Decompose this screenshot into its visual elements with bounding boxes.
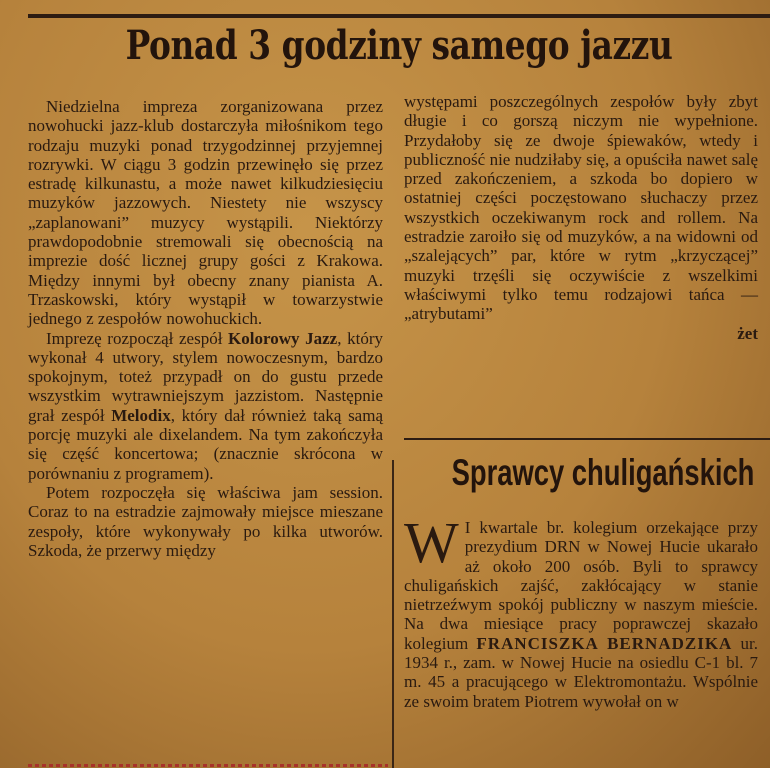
paragraph-2-text-b: , który wykonał 4 utwory, stylem nowoczesnym, bardzo spokojnym, toteż przypadł on do gustu przede wszystkim wytrawniejszym jazzistom. Następnie grał zespół bbox=[28, 328, 383, 425]
band-name-kolorowy-jazz: Kolorowy Jazz bbox=[228, 328, 338, 348]
second-article-text-b: ur. 1934 r., zam. w Nowej Hucie na osiedlu C-1 bl. 7 m. 45 a pracującego w Elektromontażu. Wspólnie ze swoim bratem Piotrem wywołał on w bbox=[404, 633, 758, 711]
bleed-through-text bbox=[560, 0, 760, 14]
author-signature: żet bbox=[737, 323, 758, 343]
drop-cap: W bbox=[404, 510, 459, 575]
paragraph-2-text-c: , który dał również taką samą porcję muzyki ale dixelandem. Na tym zakończyła się część koncertowa; (znacznie skrócona w porównaniu z programem). bbox=[28, 405, 383, 483]
article-paragraph-1: Niedzielna impreza zorganizowana przez nowohucki jazz-klub dostarczyła miłośnikom tego rodzaju muzyki ponad trzygodzinnej przyjemnej rozrywki. W ciągu 3 godzin przewinęło się przez estradę kilkunastu, a może nawet kilkudziesięciu muzyków jazzowych. Niestety nie wszyscy „zaplanowani” muzycy wystąpili. Niektórzy prawdopodobnie stremowali się obecnością na imprezie dość licznej grupy gości z Krakowa. Między innymi był obecny znany pianista A. Trzaskowski, który wystąpił w towarzystwie jednego z zespołów nowohuckich. bbox=[28, 97, 383, 329]
article-paragraph-2 bbox=[28, 329, 383, 483]
second-article-headline: Sprawcy chuligańskich bbox=[451, 452, 755, 493]
band-name-melodix: Melodix bbox=[111, 405, 171, 425]
second-article-body bbox=[404, 510, 758, 711]
paragraph-2-text-a: Imprezę rozpoczął zespół bbox=[46, 328, 229, 348]
second-article-text-a: I kwartale br. kolegium orzekające przy prezydium DRN w Nowej Hucie ukarało aż około 200 osób. Byli to sprawcy chuligańskich zajść, zakłócający w stanie nietrzeźwym spokój publiczny w naszym mieście. Na dwa miesiące pracy poprawczej skazało kolegium bbox=[404, 518, 758, 653]
article-headline: Ponad 3 godziny samego jazzu bbox=[125, 22, 673, 69]
article-column-left bbox=[28, 97, 383, 560]
article-paragraph-3: Potem rozpoczęła się właściwa jam session. Coraz to na estradzie zajmowały miejsce mieszane zespoły, które wykonywały po kilka utworów. Szkoda, że przerwy między bbox=[28, 482, 383, 560]
article-column-right bbox=[404, 92, 758, 343]
convict-name: FRANCISZKA BERNADZIKA bbox=[476, 633, 733, 653]
column-divider bbox=[392, 460, 394, 768]
article-paragraph-3-continued: występami poszczególnych zespołów były zbyt długie i co gorszą niczym nie wypełnione. Przydałoby się ze dwoje śpiewaków, wtedy i publiczność nie nudziłaby się, a opuściła nawet salę przed zakończeniem, a szkoda bo dopiero w ostatniej części poczęstowano słuchaczy przez wszystkich oczekiwanym rock and rollem. Na estradzie zaroiło się od muzyków, a na widowni od „szalejących” par, które w rytm „krzyczącej” muzyki trzęśli się oczywiście z wszelkimi właściwymi tylko temu rodzajowi tańca — „atrybutami” bbox=[404, 92, 758, 324]
top-rule bbox=[28, 14, 770, 18]
section-divider bbox=[404, 438, 770, 440]
decorative-red-rule bbox=[28, 764, 388, 767]
